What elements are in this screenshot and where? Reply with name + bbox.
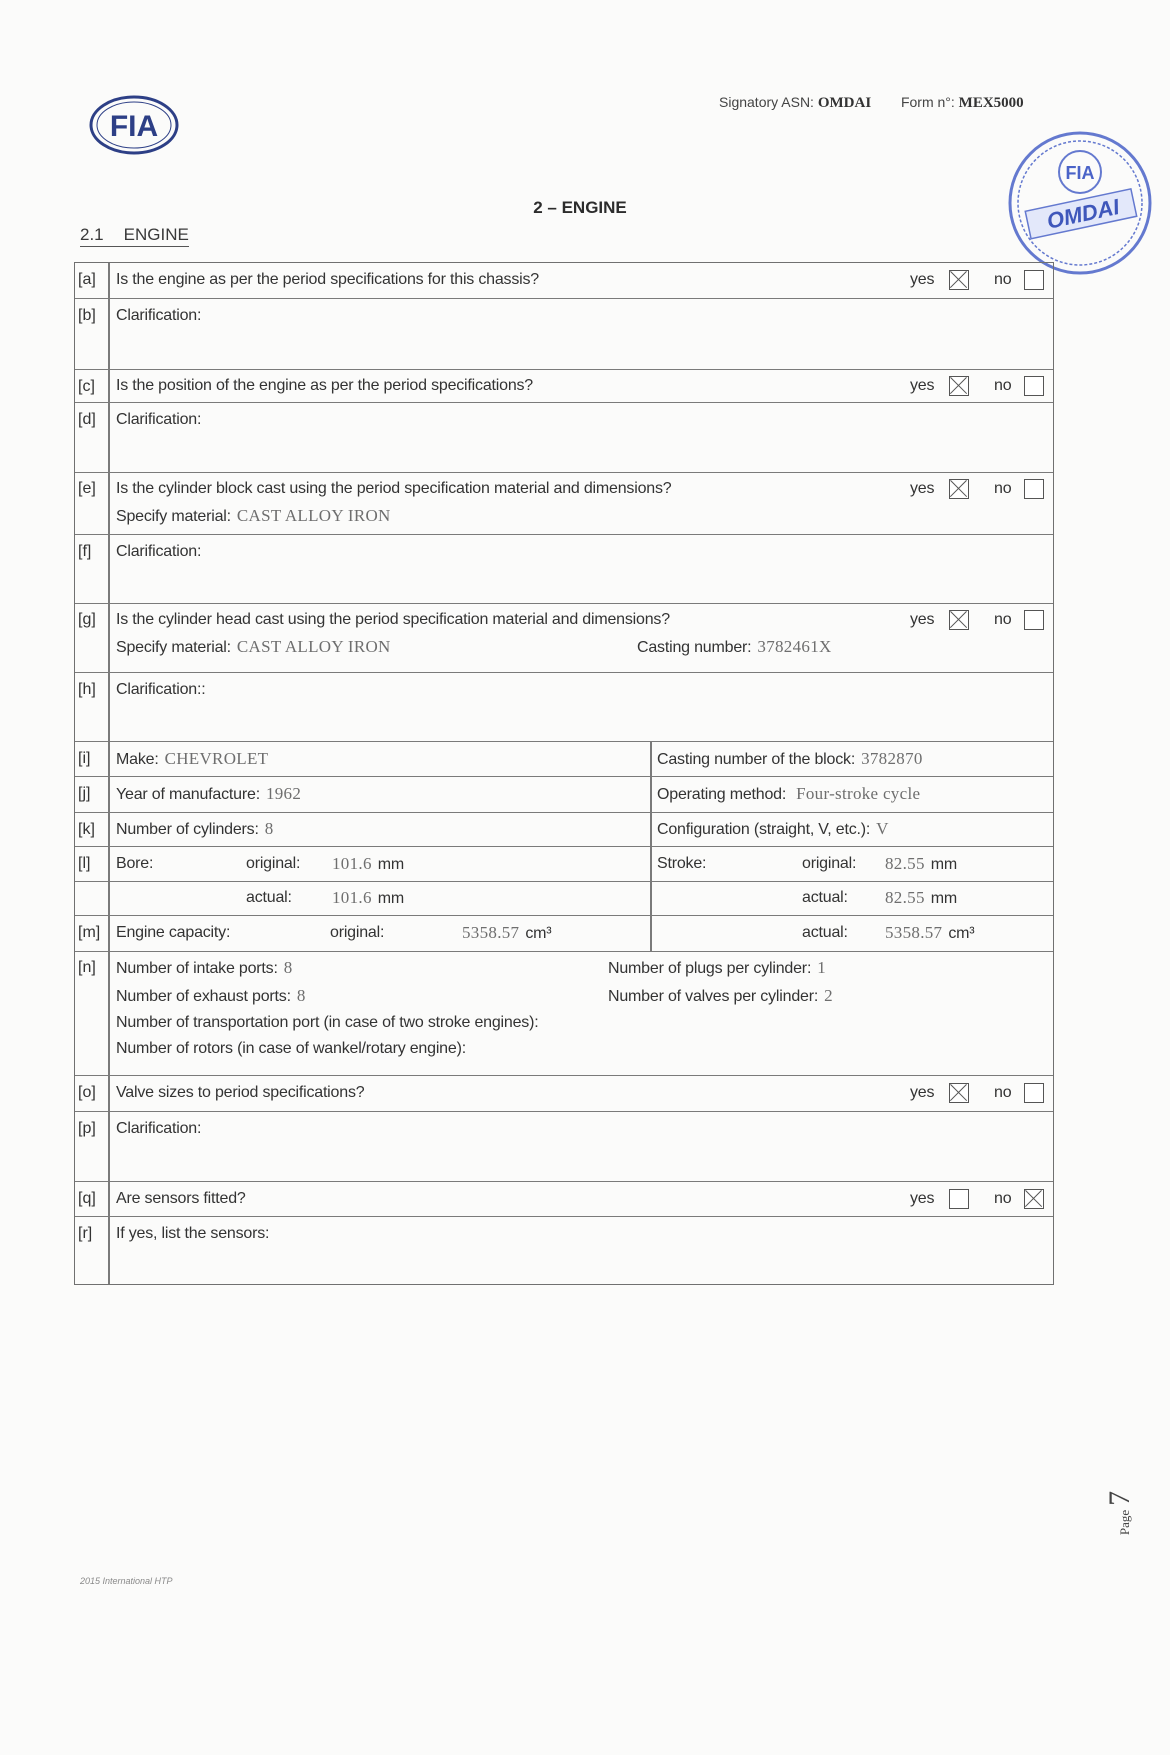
bore-unit: mm: [377, 890, 405, 907]
casting-number-value[interactable]: 3782461X: [757, 637, 832, 656]
fia-logo-text: FIA: [109, 110, 159, 143]
row-letter: [o]: [78, 1084, 96, 1101]
yes-label: yes: [910, 1190, 935, 1207]
stroke-actual-value[interactable]: 82.55: [885, 888, 925, 907]
no-checkbox[interactable]: [1024, 479, 1044, 499]
row-letter: [d]: [78, 411, 96, 428]
capacity-actual-label: actual:: [802, 924, 848, 941]
row-a: [75, 263, 1053, 298]
capacity-label: Engine capacity:: [116, 924, 231, 941]
plugs-per-cylinder-value[interactable]: 1: [817, 958, 826, 977]
material-label: Specify material:: [116, 508, 231, 525]
operating-method-field: [657, 784, 920, 805]
make-field: [116, 749, 268, 770]
yes-no-group: [910, 1083, 1050, 1103]
row-letter: [p]: [78, 1120, 96, 1137]
row-letter: [c]: [78, 378, 95, 395]
no-label: no: [994, 480, 1012, 497]
question-text: Is the cylinder head cast using the period specification material and dimensions?: [116, 611, 670, 628]
question-text: Is the engine as per the period specifications for this chassis?: [116, 271, 539, 288]
signatory-label: Signatory ASN:: [719, 94, 814, 110]
no-checkbox[interactable]: [1024, 1189, 1044, 1209]
row-o: [75, 1075, 1053, 1111]
row-k: [75, 812, 1053, 846]
row-letter: [g]: [78, 611, 96, 628]
form-number-value: MEX5000: [958, 95, 1024, 111]
row-p: [75, 1111, 1053, 1181]
yes-checkbox[interactable]: [949, 479, 969, 499]
no-label: no: [994, 377, 1012, 394]
clarification-field[interactable]: Clarification::: [116, 681, 206, 698]
row-d: [75, 402, 1053, 472]
question-text: Valve sizes to period specifications?: [116, 1084, 365, 1101]
question-text: Is the position of the engine as per the period specifications?: [116, 377, 534, 394]
row-letter: [l]: [78, 855, 91, 872]
row-l-actual: [75, 881, 1053, 915]
engine-form-table: [74, 262, 1054, 1285]
yes-label: yes: [910, 480, 935, 497]
cylinders-value[interactable]: 8: [264, 819, 274, 838]
no-checkbox[interactable]: [1024, 270, 1044, 290]
stroke-original-field: [885, 854, 957, 875]
no-label: no: [994, 1084, 1012, 1101]
clarification-field[interactable]: Clarification:: [116, 411, 202, 428]
plugs-per-cylinder-label: Number of plugs per cylinder:: [608, 960, 812, 977]
capacity-actual-value[interactable]: 5358.57: [885, 923, 943, 942]
signatory-value: OMDAI: [817, 95, 872, 111]
bore-original-value[interactable]: 101.6: [332, 854, 372, 873]
subsection-number: 2.1: [80, 225, 104, 244]
stroke-original-value[interactable]: 82.55: [885, 854, 925, 873]
yes-no-group: [910, 1189, 1050, 1209]
bore-original-field: [332, 854, 404, 875]
clarification-field[interactable]: Clarification:: [116, 307, 202, 324]
stroke-original-label: original:: [802, 855, 857, 872]
configuration-value[interactable]: V: [876, 819, 889, 838]
bore-label: Bore:: [116, 855, 154, 872]
row-g: [75, 603, 1053, 672]
operating-method-label: Operating method:: [657, 786, 787, 803]
yes-no-group: [910, 610, 1050, 630]
yes-checkbox[interactable]: [949, 610, 969, 630]
stroke-unit: mm: [930, 856, 958, 873]
configuration-label: Configuration (straight, V, etc.):: [657, 821, 871, 838]
block-casting-value[interactable]: 3782870: [861, 749, 923, 768]
row-letter: [j]: [78, 785, 91, 802]
casting-number-label: Casting number:: [637, 639, 752, 656]
section-title: 2 – ENGINE: [533, 198, 627, 217]
valves-per-cylinder-label: Number of valves per cylinder:: [608, 988, 819, 1005]
page-number: [1104, 1478, 1136, 1548]
valves-per-cylinder-value[interactable]: 2: [824, 986, 833, 1005]
row-e: [75, 472, 1053, 534]
cylinders-label: Number of cylinders:: [116, 821, 259, 838]
material-value[interactable]: CAST ALLOY IRON: [236, 637, 391, 656]
rotors-field[interactable]: Number of rotors (in case of wankel/rotary engine):: [116, 1040, 466, 1057]
row-m: [75, 915, 1053, 951]
no-label: no: [994, 611, 1012, 628]
row-r: [75, 1216, 1053, 1283]
row-j: [75, 776, 1053, 812]
form-number-label: Form n°:: [900, 94, 955, 110]
row-letter: [r]: [78, 1225, 93, 1242]
row-letter: [h]: [78, 681, 96, 698]
stroke-unit: mm: [930, 890, 958, 907]
make-label: Make:: [116, 751, 159, 768]
bore-actual-value[interactable]: 101.6: [332, 888, 372, 907]
stamp-main-text: OMDAI: [1044, 194, 1122, 234]
row-h: [75, 672, 1053, 741]
row-letter: [a]: [78, 271, 96, 288]
stroke-label: Stroke:: [657, 855, 707, 872]
bore-actual-field: [332, 888, 404, 909]
plugs-per-cylinder-field: [608, 958, 826, 979]
no-checkbox[interactable]: [1024, 376, 1044, 396]
configuration-field: [657, 819, 889, 840]
page-number-value: 7: [1103, 1490, 1136, 1506]
no-checkbox[interactable]: [1024, 1083, 1044, 1103]
no-checkbox[interactable]: [1024, 610, 1044, 630]
row-letter: [i]: [78, 750, 91, 767]
exhaust-ports-field: [116, 986, 306, 1007]
stroke-actual-field: [885, 888, 957, 909]
intake-ports-value[interactable]: 8: [283, 958, 293, 977]
capacity-unit: cm³: [525, 925, 552, 942]
subsection-heading: [80, 225, 189, 247]
yes-no-group: [910, 376, 1050, 396]
block-casting-field: [657, 749, 923, 770]
page-label: Page: [1117, 1509, 1132, 1536]
year-field: [116, 784, 301, 805]
intake-ports-label: Number of intake ports:: [116, 960, 278, 977]
yes-checkbox[interactable]: [949, 270, 969, 290]
yes-checkbox[interactable]: [949, 1083, 969, 1103]
capacity-original-field: [462, 923, 551, 944]
make-value[interactable]: CHEVROLET: [164, 749, 269, 768]
row-b: [75, 298, 1053, 369]
yes-label: yes: [910, 271, 935, 288]
block-casting-label: Casting number of the block:: [657, 751, 856, 768]
material-value[interactable]: CAST ALLOY IRON: [236, 506, 391, 525]
yes-label: yes: [910, 611, 935, 628]
row-f: [75, 534, 1053, 603]
row-q: [75, 1181, 1053, 1216]
row-letter: [n]: [78, 959, 96, 976]
material-line: [116, 506, 391, 527]
capacity-unit: cm³: [948, 925, 975, 942]
yes-checkbox[interactable]: [949, 376, 969, 396]
footer-text: 2015 International HTP: [80, 1576, 173, 1586]
yes-checkbox[interactable]: [949, 1189, 969, 1209]
capacity-actual-field: [885, 923, 974, 944]
subsection-title: ENGINE: [123, 225, 189, 244]
exhaust-ports-value[interactable]: 8: [296, 986, 306, 1005]
row-i: [75, 741, 1053, 776]
row-l: [75, 846, 1053, 881]
bore-original-label: original:: [246, 855, 301, 872]
yes-label: yes: [910, 377, 935, 394]
row-letter: [e]: [78, 480, 96, 497]
no-label: no: [994, 271, 1012, 288]
material-label: Specify material:: [116, 639, 231, 656]
operating-method-value[interactable]: Four-stroke cycle: [796, 784, 921, 803]
yes-no-group: [910, 479, 1050, 499]
question-text: Are sensors fitted?: [116, 1190, 246, 1207]
transportation-port-field[interactable]: Number of transportation port (in case of two stroke engines):: [116, 1014, 539, 1031]
yes-label: yes: [910, 1084, 935, 1101]
capacity-original-value[interactable]: 5358.57: [462, 923, 520, 942]
no-label: no: [994, 1190, 1012, 1207]
clarification-field[interactable]: Clarification:: [116, 543, 202, 560]
exhaust-ports-label: Number of exhaust ports:: [116, 988, 291, 1005]
row-letter: [f]: [78, 543, 92, 560]
row-letter: [q]: [78, 1190, 96, 1207]
sensors-list-field[interactable]: If yes, list the sensors:: [116, 1225, 270, 1242]
year-label: Year of manufacture:: [116, 786, 260, 803]
fia-logo: [88, 94, 180, 156]
yes-no-group: [910, 270, 1050, 290]
form-header: [719, 93, 1024, 112]
bore-unit: mm: [377, 856, 405, 873]
row-n: [75, 951, 1053, 1075]
bore-actual-label: actual:: [246, 889, 292, 906]
omdai-stamp: [1005, 128, 1155, 278]
material-line: [116, 637, 391, 658]
row-letter: [m]: [78, 924, 101, 941]
valves-per-cylinder-field: [608, 986, 833, 1007]
row-c: [75, 369, 1053, 402]
casting-number-line: [637, 637, 832, 658]
cylinders-field: [116, 819, 274, 840]
year-value[interactable]: 1962: [265, 784, 302, 803]
stroke-actual-label: actual:: [802, 889, 848, 906]
row-letter: [b]: [78, 307, 96, 324]
row-letter: [k]: [78, 821, 95, 838]
question-text: Is the cylinder block cast using the period specification material and dimensions?: [116, 480, 672, 497]
stamp-top-text: FIA: [1065, 163, 1095, 183]
capacity-original-label: original:: [330, 924, 385, 941]
clarification-field[interactable]: Clarification:: [116, 1120, 202, 1137]
intake-ports-field: [116, 958, 293, 979]
